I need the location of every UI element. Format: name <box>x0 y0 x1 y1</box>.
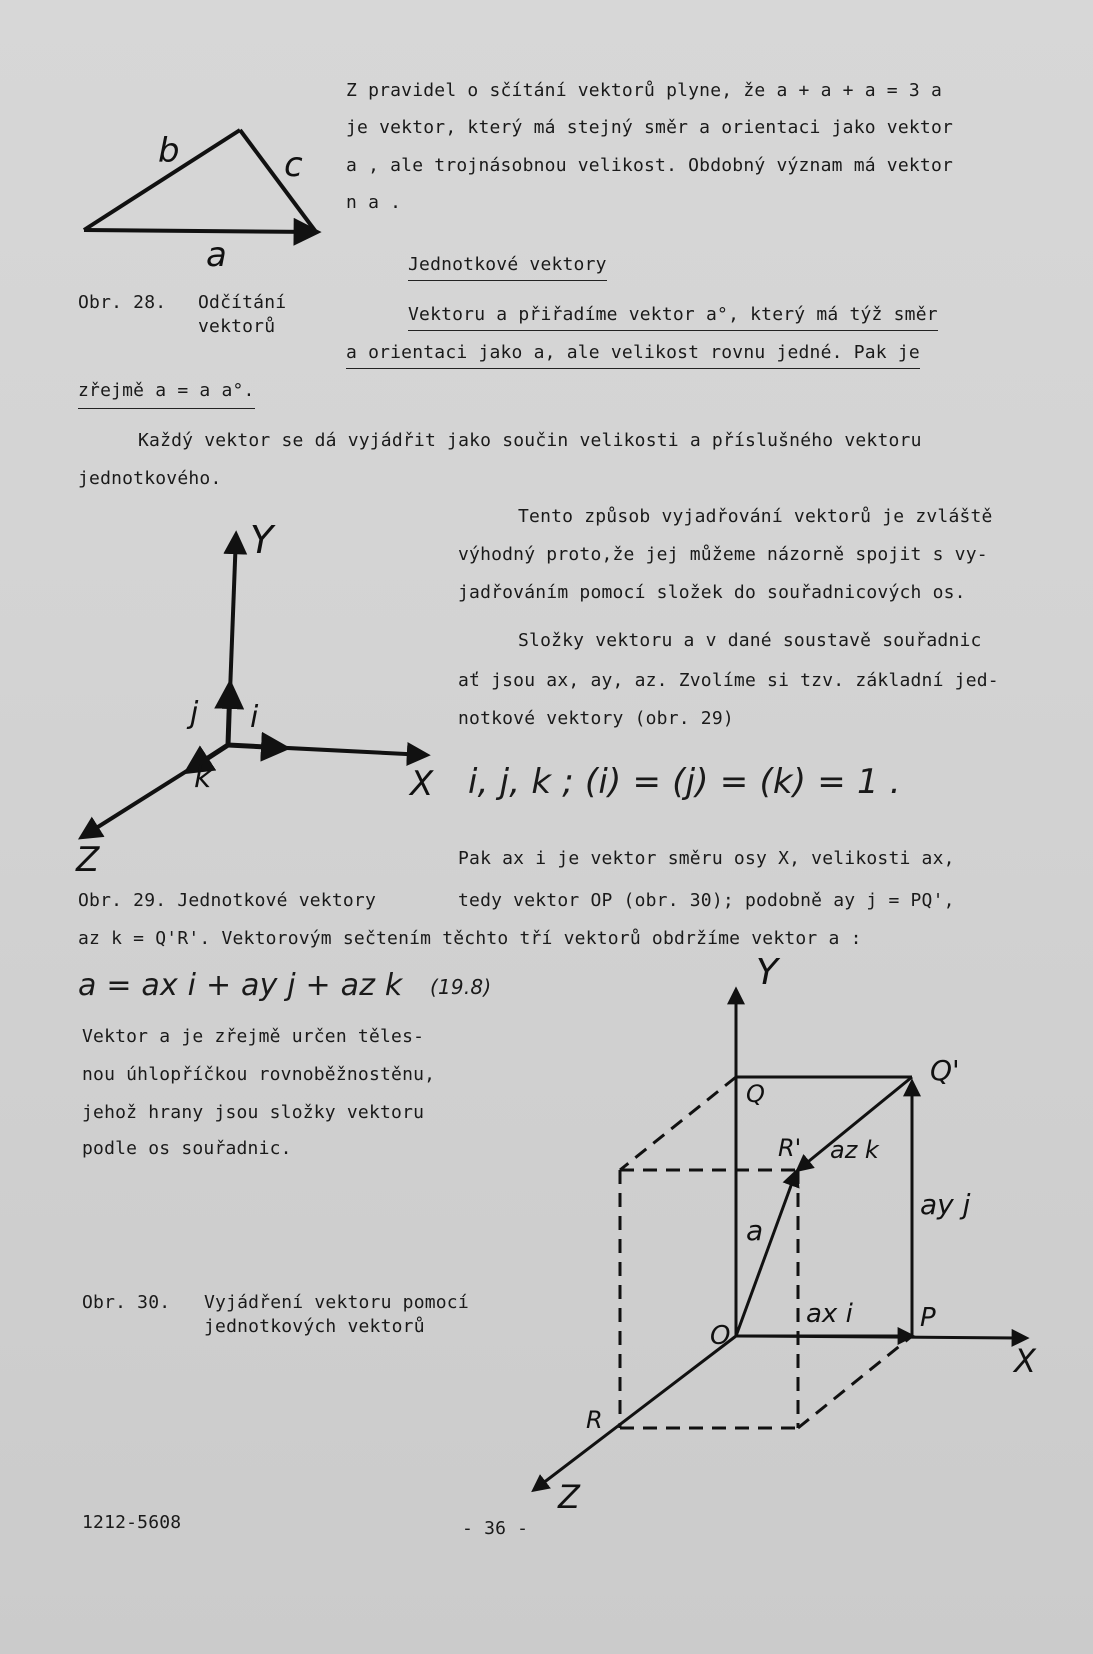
top-line-2: je vektor, který má stejný směr a orientaci jako vektor <box>346 117 954 138</box>
para3-line-2: ať jsou ax, ay, az. Zvolíme si tzv. základní jed- <box>458 670 999 691</box>
fig30-label-y: Y <box>756 952 778 993</box>
fig30-vector-a <box>736 1172 796 1336</box>
fig29-caption: Obr. 29. Jednotkové vektory <box>78 890 376 911</box>
para3-line-3: notkové vektory (obr. 29) <box>458 708 734 729</box>
fig30-caption-line-1: Vyjádření vektoru pomocí <box>204 1292 469 1313</box>
equation-number: (19.8) <box>430 975 492 999</box>
fig29-axes-diagram <box>70 515 440 880</box>
fig29-label-z: Z <box>76 840 100 880</box>
fig28-caption-number: Obr. 28. <box>78 292 167 313</box>
fig29-unit-i <box>228 745 285 748</box>
fig28-label-b: b <box>158 131 180 171</box>
unit-line-2: a orientaci jako a, ale velikost rovnu jedné. Pak je <box>346 342 920 369</box>
vector-c-line <box>240 130 316 232</box>
fig30-label-a: a <box>746 1214 764 1247</box>
fig30-point-R: R <box>586 1406 603 1434</box>
fig28-caption-line-1: Odčítání <box>198 292 287 313</box>
fig29-unit-j <box>228 685 230 745</box>
fig30-point-R2: R' <box>778 1134 802 1162</box>
fig29-label-k: k <box>194 760 212 795</box>
para5-line-1: Vektor a je zřejmě určen těles- <box>82 1026 425 1047</box>
fig30-caption-number: Obr. 30. <box>82 1292 171 1313</box>
fig28-label-a: a <box>206 235 227 275</box>
top-line-4: n a . <box>346 192 402 213</box>
fig30-point-Q: Q <box>746 1080 765 1108</box>
page-number: - 36 - <box>462 1518 529 1539</box>
para5-line-2: nou úhlopříčkou rovnoběžnostěnu, <box>82 1064 436 1085</box>
section-heading-unit-vectors: Jednotkové vektory <box>408 254 607 281</box>
fig30-z-axis <box>534 1336 736 1490</box>
para4-line-3: az k = Q'R'. Vektorovým sečtením těchto tří vektorů obdržíme vektor a : <box>78 928 862 949</box>
unit-line-1: Vektoru a přiřadíme vektor a°, který má týž směr <box>408 304 938 331</box>
fig29-label-i: i <box>250 700 259 735</box>
para2-line-3: jadřováním pomocí složek do souřadnicových os. <box>458 582 966 603</box>
fig30-point-Q2: Q' <box>930 1054 960 1087</box>
para5-line-4: podle os souřadnic. <box>82 1138 292 1159</box>
footer-code: 1212-5608 <box>82 1512 182 1533</box>
top-line-3: a , ale trojnásobnou velikost. Obdobný význam má vektor <box>346 155 954 176</box>
para2-line-1: Tento způsob vyjadřování vektorů je zvláště <box>518 506 993 527</box>
fig30-parallelepiped-diagram <box>520 950 1060 1520</box>
para4-line-1: Pak ax i je vektor směru osy X, velikosti ax, <box>458 848 955 869</box>
para1-line-2: jednotkového. <box>78 468 222 489</box>
fig29-label-y: Y <box>250 518 274 562</box>
fig28-caption-line-2: vektorů <box>198 316 276 337</box>
para3-line-1: Složky vektoru a v dané soustavě souřadnic <box>518 630 982 651</box>
fig28-triangle-diagram <box>70 110 330 280</box>
fig30-point-P: P <box>920 1303 936 1333</box>
unit-line-3: zřejmě a = a a°. <box>78 380 255 409</box>
top-line-1: Z pravidel o sčítání vektorů plyne, že a + a + a = 3 a <box>346 80 942 101</box>
fig30-label-x: X <box>1014 1342 1036 1380</box>
fig30-point-O: O <box>710 1321 731 1351</box>
para5-line-3: jehož hrany jsou složky vektoru <box>82 1102 425 1123</box>
fig28-label-c: c <box>284 145 303 185</box>
fig30-label-azk: az k <box>830 1136 879 1164</box>
fig30-caption-line-2: jednotkových vektorů <box>204 1316 425 1337</box>
para2-line-2: výhodný proto,že jej můžeme názorně spojit s vy- <box>458 544 988 565</box>
fig30-label-z: Z <box>558 1478 580 1516</box>
fig30-label-axi: ax i <box>806 1299 853 1329</box>
fig29-label-j: j <box>190 696 199 731</box>
equation-unit-vectors: i, j, k ; (i) = (j) = (k) = 1 . <box>468 762 901 802</box>
fig29-label-x: X <box>410 764 434 804</box>
para1-line-1: Každý vektor se dá vyjádřit jako součin velikosti a příslušného vektoru <box>138 430 922 451</box>
fig30-label-ayj: ay j <box>920 1188 971 1221</box>
vector-a-line <box>84 230 316 232</box>
equation-main: a = ax i + ay j + az k <box>78 968 403 1003</box>
para4-line-2: tedy vektor OP (obr. 30); podobně ay j = PQ', <box>458 890 955 911</box>
